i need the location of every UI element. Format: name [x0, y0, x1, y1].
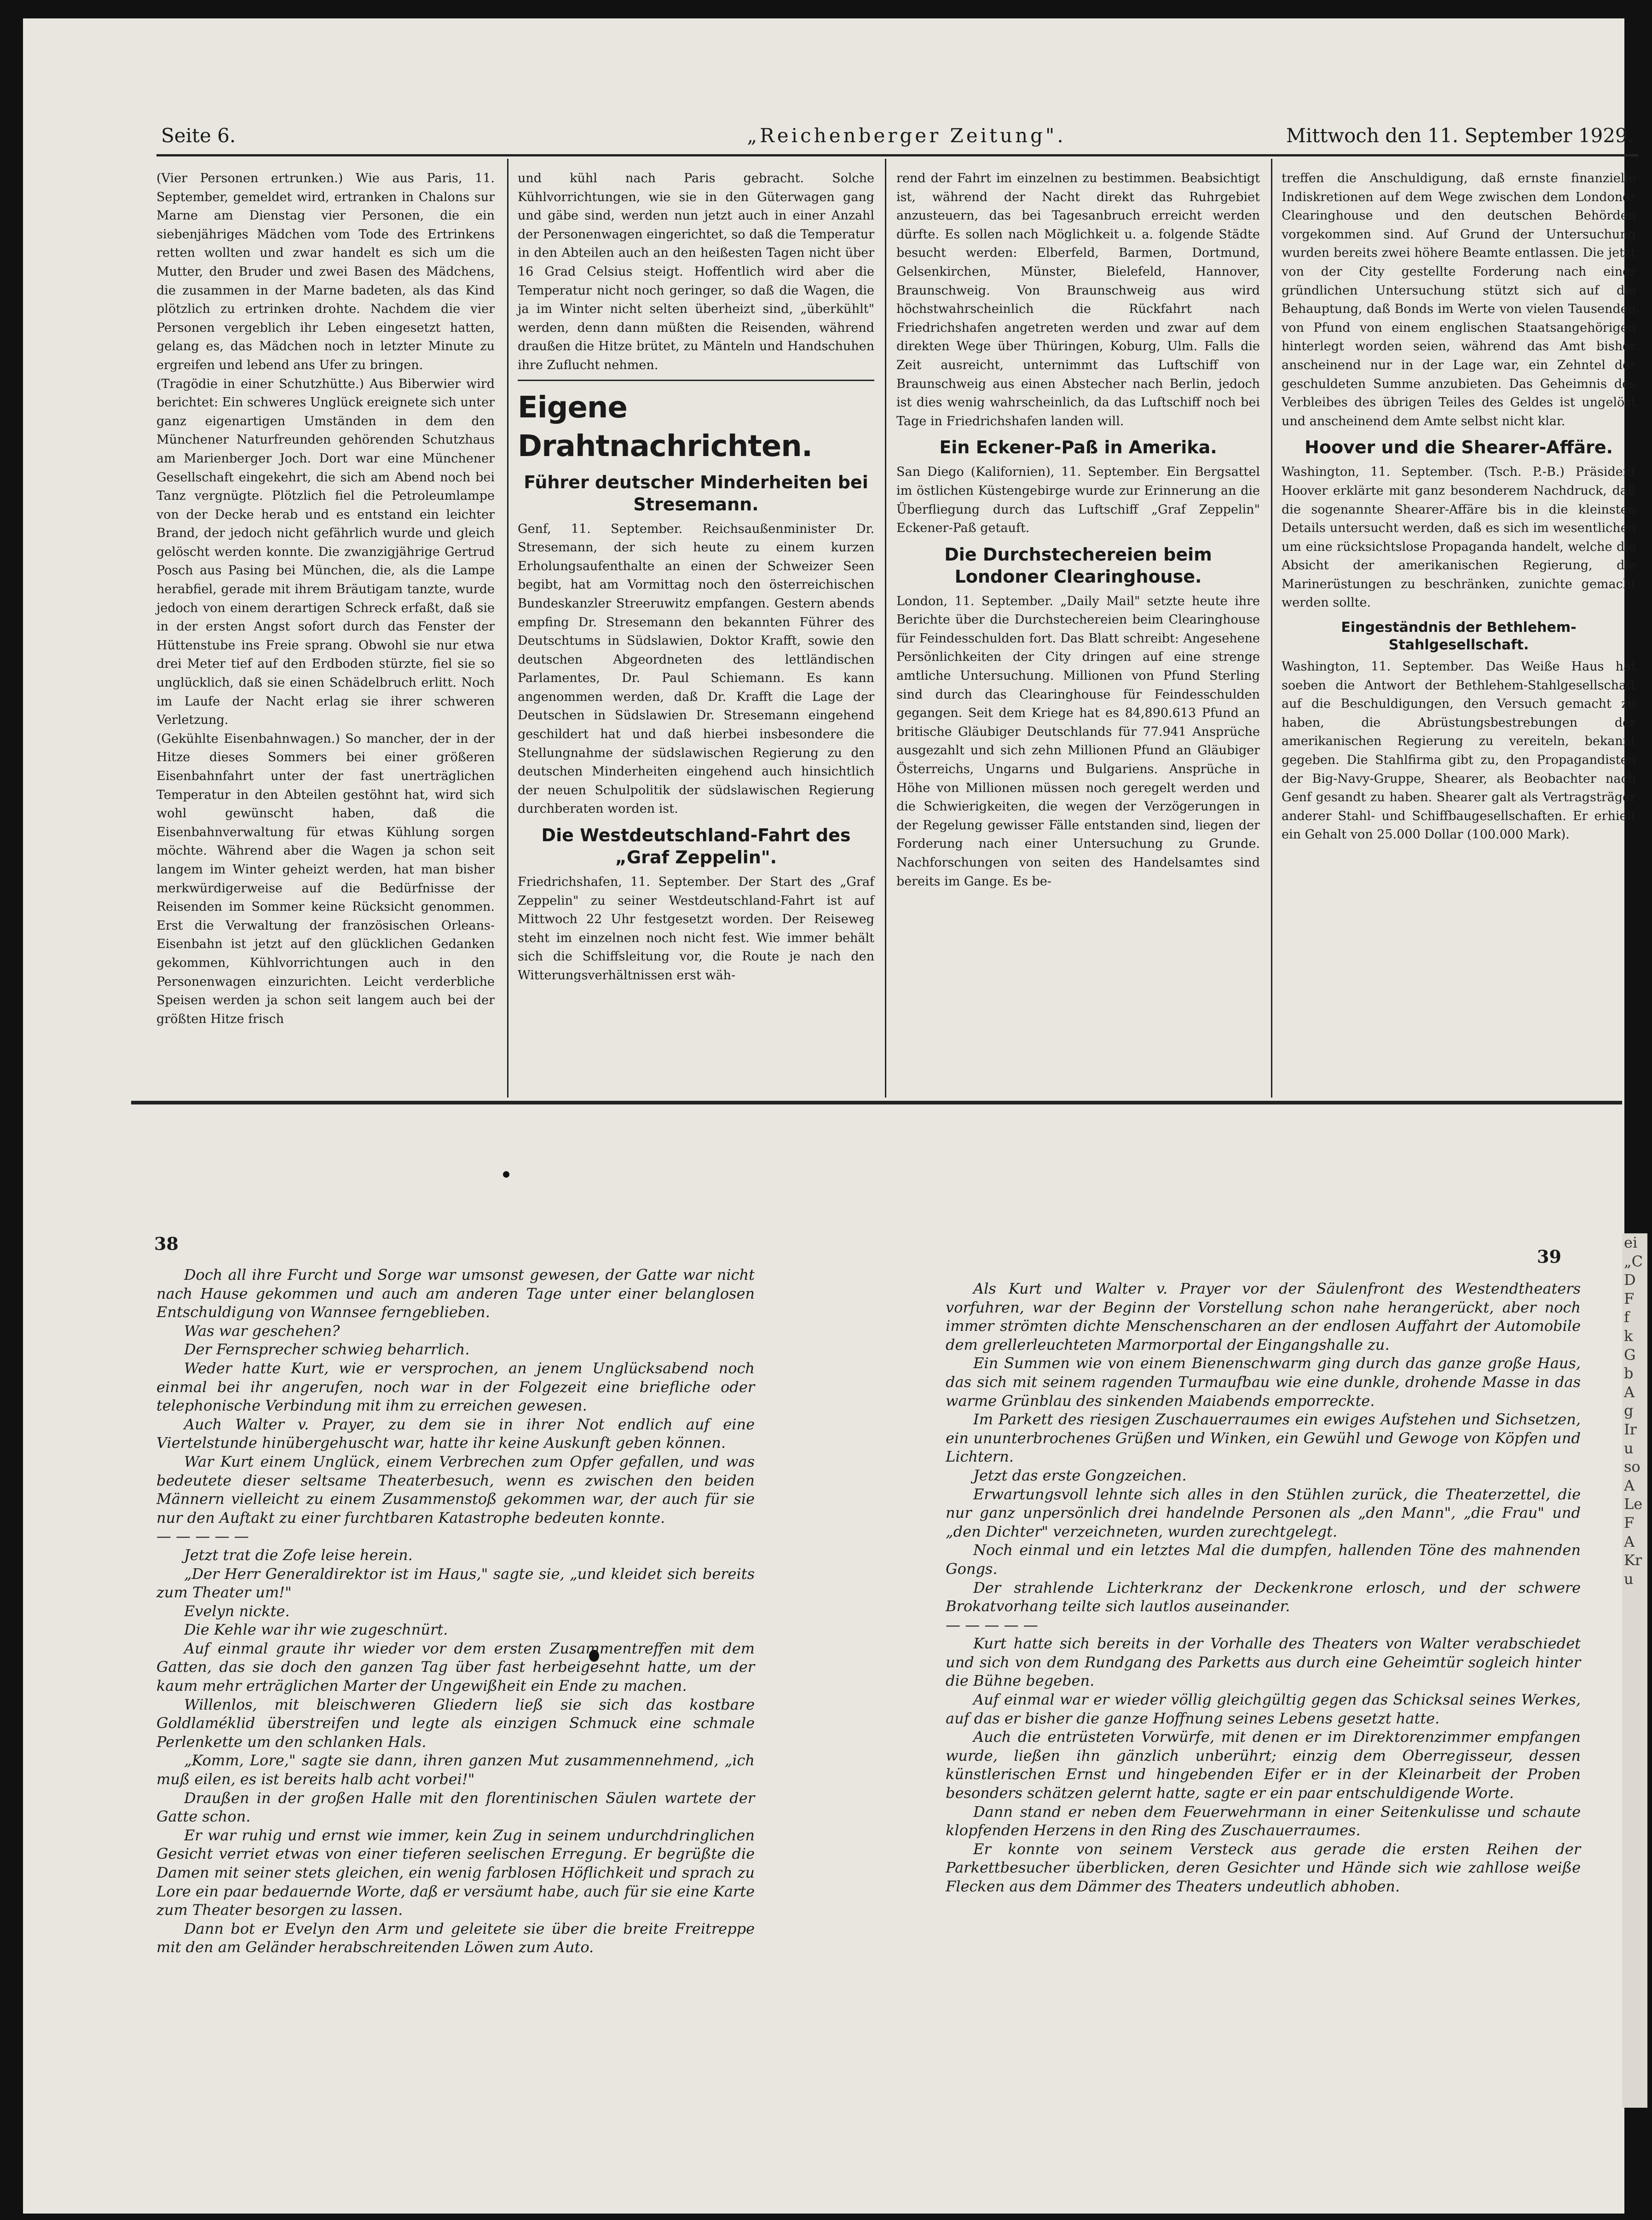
edge-fragment: Kr	[1624, 1551, 1642, 1569]
edge-fragment: A	[1624, 1383, 1635, 1401]
story-paragraph: Jetzt das erste Gongzeichen.	[973, 1466, 1187, 1484]
edge-fragment: A	[1624, 1476, 1635, 1494]
issue-date: Mittwoch den 11. September 1929.	[1286, 124, 1634, 147]
novel-page-right	[946, 1279, 1581, 2099]
edge-fragment: so	[1624, 1458, 1640, 1476]
headline: Führer deutscher Minderheiten bei Stresemann.	[524, 472, 868, 515]
story-paragraph: Er war ruhig und ernst wie immer, kein Zug in seinem undurchdringlichen Gesicht verriet etwas von einer tieferen seelischen Erregung. Er begrüßte die Damen mit seiner stets gleichen, ein wenig farblosen Höflichkeit und sprach zu Lore ein paar bedauernde Worte, daß er versäumt habe, auch für sie eine Karte zum Theater besorgen zu lassen.	[156, 1826, 755, 1919]
section-break: — — — — —	[946, 1616, 1038, 1634]
edge-fragment: u	[1624, 1570, 1634, 1588]
article-text: Friedrichshafen, 11. September. Der Start des „Graf Zeppelin" zu seiner Westdeutschland-Fahrt ist auf Mittwoch 22 Uhr festgesetzt worden. Der Reiseweg steht im einzelnen noch nicht fest. Wie immer behält sich die Schiffsleitung vor, die Route je nach den Witterungsverhältnissen erst wäh-	[518, 875, 874, 983]
page-label: Seite 6.	[161, 124, 236, 147]
edge-fragment: b	[1624, 1364, 1634, 1382]
story-paragraph: „Komm, Lore," sagte sie dann, ihren ganzen Mut zusammennehmend, „ich muß eilen, es ist bereits halb acht vorbei!"	[156, 1752, 755, 1788]
story-paragraph: Draußen in der großen Halle mit den florentinischen Säulen wartete der Gatte schon.	[156, 1789, 755, 1826]
article-text: Washington, 11. September. (Tsch. P.-B.) Präsident Hoover erklärte mit ganz besonderem Nachdruck, daß die sogenannte Shearer-Affäre bis in die kleinsten Details untersucht werden, daß es sich im wesentlichen um eine rücksichtslose Propaganda handelt, welche die Absicht der amerikanischen Regierung, die Marinerüstungen zu beschränken, zunichte gemacht werden sollte.	[1282, 465, 1636, 610]
story-paragraph: War Kurt einem Unglück, einem Verbrechen zum Opfer gefallen, und was bedeutete dieser seltsame Theaterbesuch, wenn es zwischen den beiden Männern vielleicht zu einem Zusammenstoß gekommen war, der auch für sie nur den Auftakt zu einer furchtbaren Katastrophe bedeuten konnte.	[156, 1452, 755, 1526]
story-paragraph: Weder hatte Kurt, wie er versprochen, an jenem Unglücksabend noch einmal bei ihr angerufen, noch war in der Folgezeit eine briefliche oder telephonische Verbindung mit ihm zu erreichen gewesen.	[156, 1359, 755, 1415]
edge-fragment: f	[1624, 1308, 1629, 1326]
section-rule	[518, 380, 874, 381]
page-number-left: 38	[154, 1233, 179, 1254]
edge-fragment: A	[1624, 1532, 1635, 1550]
news-item: (Tragödie in einer Schutzhütte.) Aus Biberwier wird berichtet: Ein schweres Unglück ereignete sich unter ganz eigenartigen Umständen in dem den Münchener Naturfreunden gehörenden Schutzhaus am Marienberger Joch. Dort war eine Münchener Gesellschaft eingekehrt, die sich am Abend noch bei Tanz vergnügte. Plötzlich fiel die Petroleumlampe von der Decke herab und es entstand ein leichter Brand, der jedoch nicht gefährlich wurde und gleich gelöscht werden konnte. Die zwanzigjährige Gertrud Posch aus Pasing bei München, die, als die Lampe herabfiel, gerade mit ihrem Bräutigam tanzte, wurde jedoch von einem derartigen Schreck erfaßt, daß sie in der ersten Angst sofort durch das Fenster der Hüttenstube ins Freie sprang. Obwohl sie nur etwa drei Meter tief auf den Erdboden stürzte, fiel sie so unglücklich, daß sie einen Schädelbruch erlitt. Noch im Laufe der Nacht erlag sie ihrer schweren Verletzung.	[156, 376, 495, 728]
story-paragraph: „Der Herr Generaldirektor ist im Haus," sagte sie, „und kleidet sich bereits zum Theater um!"	[156, 1565, 755, 1601]
column-divider	[1271, 159, 1272, 1098]
story-paragraph: Als Kurt und Walter v. Prayer vor der Säulenfront des Westendtheaters vorfuhren, war der Beginn der Vorstellung schon nahe herangerückt, aber noch immer strömten dichte Menschenscharen an der endlosen Auffahrt der Automobile dem grellerleuchteten Marmorportal der Eingangshalle zu.	[946, 1280, 1581, 1353]
story-paragraph: Noch einmal und ein letztes Mal die dumpfen, hallenden Töne des mahnenden Gongs.	[946, 1541, 1581, 1578]
news-item: (Vier Personen ertrunken.) Wie aus Paris, 11. September, gemeldet wird, ertranken in Chalons sur Marne am Dienstag vier Personen, die ein siebenjähriges Mädchen vom Tode des Ertrinkens retten wollten und zwar handelt es sich um die Mutter, den Bruder und zwei Basen des Mädchens, die zusammen in der Marne badeten, als das Kind plötzlich zu ertrinken drohte. Nachdem die vier Personen vergeblich ihr Leben eingesetzt hatten, gelang es, das Mädchen noch in letzter Minute zu ergreifen und lebend ans Ufer zu bringen.	[156, 171, 495, 372]
section-title: Eigene Drahtnachrichten.	[518, 390, 813, 463]
masthead	[161, 120, 1652, 152]
story-paragraph: Der Fernsprecher schwieg beharrlich.	[184, 1341, 470, 1359]
edge-fragment: F	[1624, 1289, 1635, 1307]
column-2	[518, 169, 874, 1099]
article-text: Genf, 11. September. Reichsaußenminister Dr. Stresemann, der sich heute zu einem kurzen Erholungsaufenthalte an einen der Schweizer Seen begibt, hat am Vormittag noch den österreichischen Bundeskanzler Streeruwitz empfangen. Gestern abends empfing Dr. Stresemann den bekannten Führer des Deutschtums in Südslawien, Doktor Krafft, sowie den deutschen Abgeordneten des lettländischen Parlamentes, Dr. Paul Schiemann. Es kann angenommen werden, daß Dr. Krafft die Lage der Deutschen in Südslawien Dr. Stresemann eingehend geschildert hat und daß hierbei insbesondere die Stellungnahme der südslawischen Regierung zu den deutschen Minderheiten eingehend auch hinsichtlich der neuen Schulpolitik der südslawischen Regierung durchberaten worden ist.	[518, 521, 874, 816]
ink-speck	[503, 1171, 509, 1178]
story-paragraph: Doch all ihre Furcht und Sorge war umsonst gewesen, der Gatte war nicht nach Hause gekommen und auch am anderen Tage unter einer belanglosen Entschuldigung von Wannsee ferngeblieben.	[156, 1266, 755, 1321]
story-paragraph: Was war geschehen?	[184, 1322, 340, 1340]
edge-fragment: G	[1624, 1346, 1636, 1364]
headline: Die Westdeutschland-Fahrt des „Graf Zeppelin".	[541, 825, 851, 868]
story-paragraph: Ein Summen wie von einem Bienenschwarm ging durch das ganze große Haus, das sich mit seinem ragenden Turmaufbau wie eine dunkle, drohende Masse in das warme Grünblau des sinkenden Maiabends emporreckte.	[946, 1354, 1581, 1410]
column-divider	[885, 159, 886, 1098]
story-paragraph: Der strahlende Lichterkranz der Deckenkrone erlosch, und der schwere Brokatvorhang teilte sich lautlos auseinander.	[946, 1578, 1581, 1615]
cropped-adjacent-column	[1622, 1233, 1647, 2108]
news-item: und kühl nach Paris gebracht. Solche Kühlvorrichtungen, wie sie in den Güterwagen gang und gäbe sind, werden nun jetzt auch in einer Anzahl der Personenwagen eingerichtet, so daß die Temperatur in den Abteilen auch an den heißesten Tagen nicht über 16 Grad Celsius steigt. Hoffentlich wird aber die Temperatur nicht noch geringer, so daß die Wagen, die ja im Winter nicht selten überheizt sind, „überkühlt" werden, denn dann müßten die Reisenden, während draußen die Hitze brütet, zu Mänteln und Handschuhen ihre Zuflucht nehmen.	[518, 171, 874, 372]
story-paragraph: Kurt hatte sich bereits in der Vorhalle des Theaters von Walter verabschiedet und sich von dem Rundgang des Parketts aus durch eine Geheimtür sogleich hinter die Bühne begeben.	[946, 1635, 1581, 1690]
story-paragraph: Auf einmal graute ihr wieder vor dem ersten Zusammentreffen mit dem Gatten, das sie doch den ganzen Tag über fast herbeigesehnt hatte, um der kaum mehr erträglichen Marter der Ungewißheit ein Ende zu machen.	[156, 1639, 755, 1695]
headline: Eingeständnis der Bethlehem-Stahlgesellschaft.	[1341, 619, 1577, 653]
edge-fragment: ei	[1624, 1234, 1638, 1251]
story-paragraph: Er konnte von seinem Versteck aus gerade die ersten Reihen der Parkettbesucher überblicken, deren Gesichter und Hände sich wie zahllose weiße Flecken aus dem Dämmer des Theaters undeutlich abhoben.	[946, 1840, 1581, 1895]
article-text: San Diego (Kalifornien), 11. September. Ein Bergsattel im östlichen Küstengebirge wurde zur Erinnerung an die Überfliegung durch das Luftschiff „Graf Zeppelin" Eckener-Paß getauft.	[896, 465, 1260, 536]
article-text: Washington, 11. September. Das Weiße Haus hat soeben die Antwort der Bethlehem-Stahlgesellschaft auf die Beschuldigungen, den Versuch gemacht zu haben, die Abrüstungsbestrebungen der amerikanischen Regierung zu vereiteln, bekannt gegeben. Die Stahlfirma gibt zu, den Propagandisten der Big-Navy-Gruppe, Shearer, als Beobachter nach Genf gesandt zu haben. Shearer galt als Vertragsträger anderer Stahl- und Schiffbaugesellschaften. Er erhielt ein Gehalt von 25.000 Dollar (100.000 Mark).	[1282, 659, 1636, 842]
column-1	[156, 169, 495, 1099]
edge-fragment: D	[1624, 1271, 1636, 1289]
section-break: — — — — —	[156, 1527, 249, 1545]
edge-fragment: u	[1624, 1439, 1634, 1457]
story-paragraph: Erwartungsvoll lehnte sich alles in den Stühlen zurück, die Theaterzettel, die nur ganz unpersönlich drei handelnde Personen als „den Mann", „die Frau" und „den Dichter" verzeichneten, wurden zurechtgelegt.	[946, 1485, 1581, 1540]
page-number-right: 39	[1537, 1246, 1561, 1267]
novel-page-left	[156, 1266, 755, 2075]
news-item: (Gekühlte Eisenbahnwagen.) So mancher, der in der Hitze dieses Sommers bei einer größeren Eisenbahnfahrt unter der fast unerträglichen Temperatur in den Abteilen gestöhnt hat, wird sich wohl gewünscht haben, daß die Eisenbahnverwaltung für etwas Kühlung sorgen möchte. Während aber die Wagen ja schon seit langem im Winter geheizt werden, hat man bisher merkwürdigerweise auf die Bedürfnisse der Reisenden im Sommer keine Rücksicht genommen. Erst die Verwaltung der französischen Orleans-Eisenbahn ist jetzt auf den glücklichen Gedanken gekommen, Kühlvorrichtungen auch in den Personenwagen einzurichten. Leicht verderbliche Speisen werden ja schon seit langem auch bei der größten Hitze frisch	[156, 731, 495, 1026]
article-text: London, 11. September. „Daily Mail" setzte heute ihre Berichte über die Durchstechereien beim Clearinghouse für Feindesschulden fort. Das Blatt schreibt: Angesehene Persönlichkeiten der City dringen auf eine strenge amtliche Untersuchung. Millionen von Pfund Sterling sind durch das Clearinghouse für Feindesschulden gegangen. Seit dem Kriege hat es 84,890.613 Pfund an britische Gläubiger Deutschlands für 77.941 Ansprüche ausgezahlt und sich zehn Millionen Pfund an Gläubiger Österreichs, Ungarns und Bulgariens. Ansprüche in Höhe von Millionen müssen noch geregelt werden und die Schwierigkeiten, die wegen der Verzögerungen in der Regelung gewisser Fälle entstanden sind, liegen der Forderung nach einer Untersuchung zu Grunde. Nachforschungen von seiten des Handelsamtes sind bereits im Gange. Es be-	[896, 594, 1260, 889]
story-paragraph: Willenlos, mit bleischweren Gliedern ließ sie sich das kostbare Goldlaméklid überstreifen und legte als einzigen Schmuck eine schmale Perlenkette um den schlanken Hals.	[156, 1695, 755, 1751]
story-paragraph: Dann bot er Evelyn den Arm und geleitete sie über die breite Freitreppe mit den am Geländer herabschreitenden Löwen zum Auto.	[156, 1919, 755, 1956]
bottom-rule	[131, 1101, 1622, 1104]
edge-fragment: Le	[1624, 1495, 1643, 1513]
story-paragraph: Evelyn nickte.	[184, 1602, 290, 1620]
headline: Hoover und die Shearer-Affäre.	[1305, 437, 1613, 458]
edge-fragment: g	[1624, 1402, 1634, 1420]
edge-fragment: F	[1624, 1514, 1635, 1532]
newspaper-title: „Reichenberger Zeitung".	[747, 124, 1066, 147]
headline: Ein Eckener-Paß in Amerika.	[939, 437, 1217, 458]
column-divider	[507, 159, 508, 1098]
story-paragraph: Im Parkett des riesigen Zuschauerraumes ein ewiges Aufstehen und Sichsetzen, ein ununterbrochenes Grüßen und Winken, ein Gewühl und Gewoge von Köpfen und Lichtern.	[946, 1411, 1581, 1466]
column-4	[1282, 169, 1636, 1099]
article-text: rend der Fahrt im einzelnen zu bestimmen. Beabsichtigt ist, während der Nacht direkt das Ruhrgebiet anzusteuern, das bei Tagesanbruch erreicht werden dürfte. Es sollen nach Möglichkeit u. a. folgende Städte besucht werden: Elberfeld, Barmen, Dortmund, Gelsenkirchen, Münster, Bielefeld, Hannover, Braunschweig. Von Braunschweig aus wird höchstwahrscheinlich die Rückfahrt nach Friedrichshafen angetreten werden und zwar auf dem direkten Wege über Thüringen, Koburg, Ulm. Falls die Zeit ausreicht, unternimmt das Luftschiff von Braunschweig aus einen Abstecher nach Berlin, jedoch ist dies wenig wahrscheinlich, da das Luftschiff noch bei Tage in Friedrichshafen landen will.	[896, 171, 1260, 428]
headline: Die Durchstechereien beim Londoner Clearinghouse.	[944, 544, 1212, 587]
column-3	[896, 169, 1260, 1099]
story-paragraph: Auch die entrüsteten Vorwürfe, mit denen er im Direktorenzimmer empfangen wurde, ließen ihn gänzlich unberührt; einzig dem Oberregisseur, dessen künstlerischen Ernst und hingebenden Eifer er in der Kleinarbeit der Proben besonders schätzen gelernt hatte, sagte er ein paar entschuldigende Worte.	[946, 1728, 1581, 1802]
masthead-rule	[156, 154, 1638, 156]
story-paragraph: Jetzt trat die Zofe leise herein.	[184, 1546, 413, 1564]
edge-fragment: Ir	[1624, 1420, 1637, 1438]
story-paragraph: Die Kehle war ihr wie zugeschnürt.	[184, 1621, 448, 1639]
story-paragraph: Auch Walter v. Prayer, zu dem sie in ihrer Not endlich auf eine Viertelstunde hinübergehuscht war, hatte ihr keine Auskunft geben können.	[156, 1415, 755, 1452]
edge-fragment: k	[1624, 1327, 1633, 1345]
story-paragraph: Dann stand er neben dem Feuerwehrmann in einer Seitenkulisse und schaute klopfenden Herzens in den Ring des Zuschauerraumes.	[946, 1803, 1581, 1839]
story-paragraph: Auf einmal war er wieder völlig gleichgültig gegen das Schicksal seines Werkes, auf das er bisher die ganze Hoffnung seines Lebens gesetzt hatte.	[946, 1691, 1581, 1727]
article-text: treffen die Anschuldigung, daß ernste finanzielle Indiskretionen auf dem Wege zwischen dem Londoner Clearinghouse und den deutschen Behörden vorgekommen sind. Auf Grund der Untersuchung wurden bereits zwei höhere Beamte entlassen. Die jetzt von der City gestellte Forderung nach einer gründlichen Untersuchung stützt sich auf die Behauptung, daß Bonds im Werte von vielen Tausenden von Pfund von einem englischen Staatsangehörigen hinterlegt worden seien, während das Amt bisher anscheinend nur in der Lage war, ein Zehntel der geschuldeten Summe anzubieten. Das Geheimnis des Verbleibes des übrigen Teiles des Geldes ist ungelöst und anscheinend dem Amte selbst nicht klar.	[1282, 171, 1636, 428]
newspaper-sheet	[23, 18, 1643, 2214]
edge-fragment: „C	[1624, 1252, 1643, 1270]
